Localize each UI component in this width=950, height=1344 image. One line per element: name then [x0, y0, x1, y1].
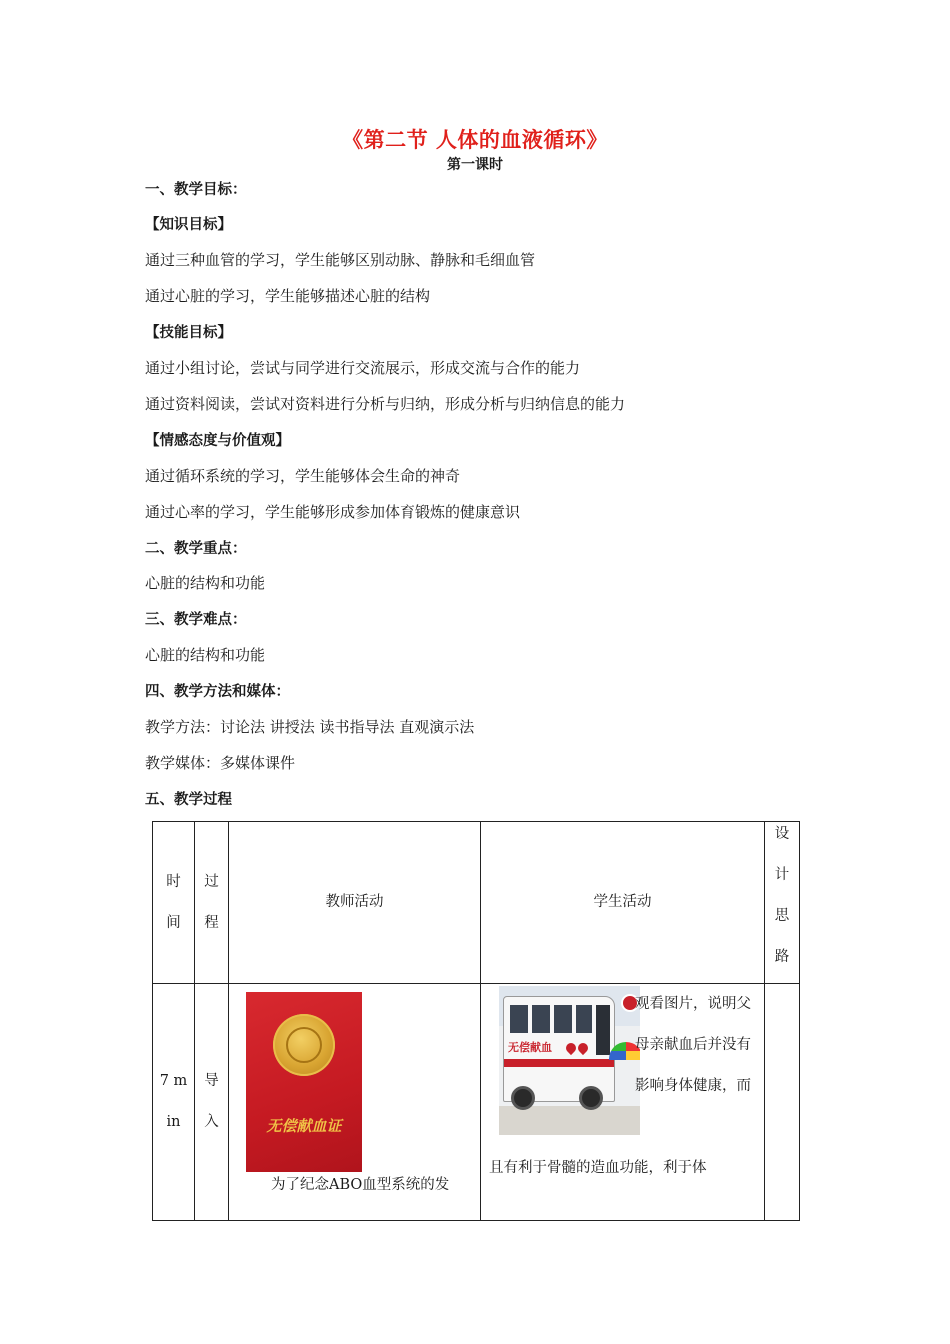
header-stage: 过程	[195, 822, 229, 984]
knowledge-heading: 【知识目标】	[145, 217, 232, 233]
header-time: 时间	[153, 822, 195, 984]
table-header-row	[153, 822, 800, 984]
student-activity-text: 观看图片，说明父母亲献血后并没有影响身体健康，而	[635, 996, 751, 1094]
emotion-item-2: 通过心率的学习，学生能够形成参加体育锻炼的健康意识	[145, 503, 521, 521]
knowledge-item-1: 通过三种血管的学习，学生能够区别动脉、静脉和毛细血管	[145, 251, 536, 269]
emotion-heading: 【情感态度与价值观】	[145, 433, 290, 449]
knowledge-item-2: 通过心脏的学习，学生能够描述心脏的结构	[145, 287, 431, 305]
wheel-icon	[511, 1086, 535, 1110]
header-student-activity: 学生活动	[481, 822, 765, 984]
student-activity-text-continued: 且有利于骨髓的造血功能，利于体	[489, 1160, 707, 1176]
heart-icon	[576, 1041, 590, 1055]
media-text: 教学媒体：多媒体课件	[145, 754, 296, 772]
skill-item-2: 通过资料阅读，尝试对资料进行分析与归纳，形成分析与归纳信息的能力	[145, 395, 626, 413]
bus-label: 无偿献血	[508, 1041, 552, 1054]
row-teacher-activity	[229, 984, 481, 1221]
objectives-heading: 一、教学目标：	[145, 182, 247, 198]
method-text: 教学方法：讨论法 讲授法 读书指导法 直观演示法	[145, 718, 475, 736]
heart-icon	[564, 1041, 578, 1055]
difficulty-heading: 三、教学难点：	[145, 612, 247, 628]
key-point-heading: 二、教学重点：	[145, 541, 247, 557]
teaching-process-table	[152, 821, 800, 1221]
row-stage: 导入	[195, 984, 229, 1221]
certificate-label: 无偿献血证	[266, 1117, 342, 1135]
row-time: 7 min	[153, 984, 195, 1221]
row-student-activity	[481, 984, 765, 1221]
wheel-icon	[579, 1086, 603, 1110]
blood-donation-bus-image	[499, 986, 640, 1135]
blood-donation-certificate-image	[246, 992, 362, 1172]
process-heading: 五、教学过程	[145, 792, 232, 808]
difficulty-text: 心脏的结构和功能	[145, 646, 266, 664]
header-teacher-activity: 教师活动	[229, 822, 481, 984]
red-cross-emblem-icon	[273, 1014, 335, 1076]
emotion-item-1: 通过循环系统的学习，学生能够体会生命的神奇	[145, 467, 461, 485]
skill-heading: 【技能目标】	[145, 325, 232, 341]
teacher-activity-text: 为了纪念ABO血型系统的发	[271, 1177, 450, 1193]
skill-item-1: 通过小组讨论，尝试与同学进行交流展示，形成交流与合作的能力	[145, 359, 581, 377]
method-heading: 四、教学方法和媒体：	[145, 684, 290, 700]
table-row	[153, 984, 800, 1221]
header-design-idea: 设计思路	[765, 822, 800, 984]
page-title: 《第二节 人体的血液循环》	[342, 128, 608, 152]
page-subtitle: 第一课时	[447, 157, 503, 173]
key-point-text: 心脏的结构和功能	[145, 574, 266, 592]
row-design-idea	[765, 984, 800, 1221]
